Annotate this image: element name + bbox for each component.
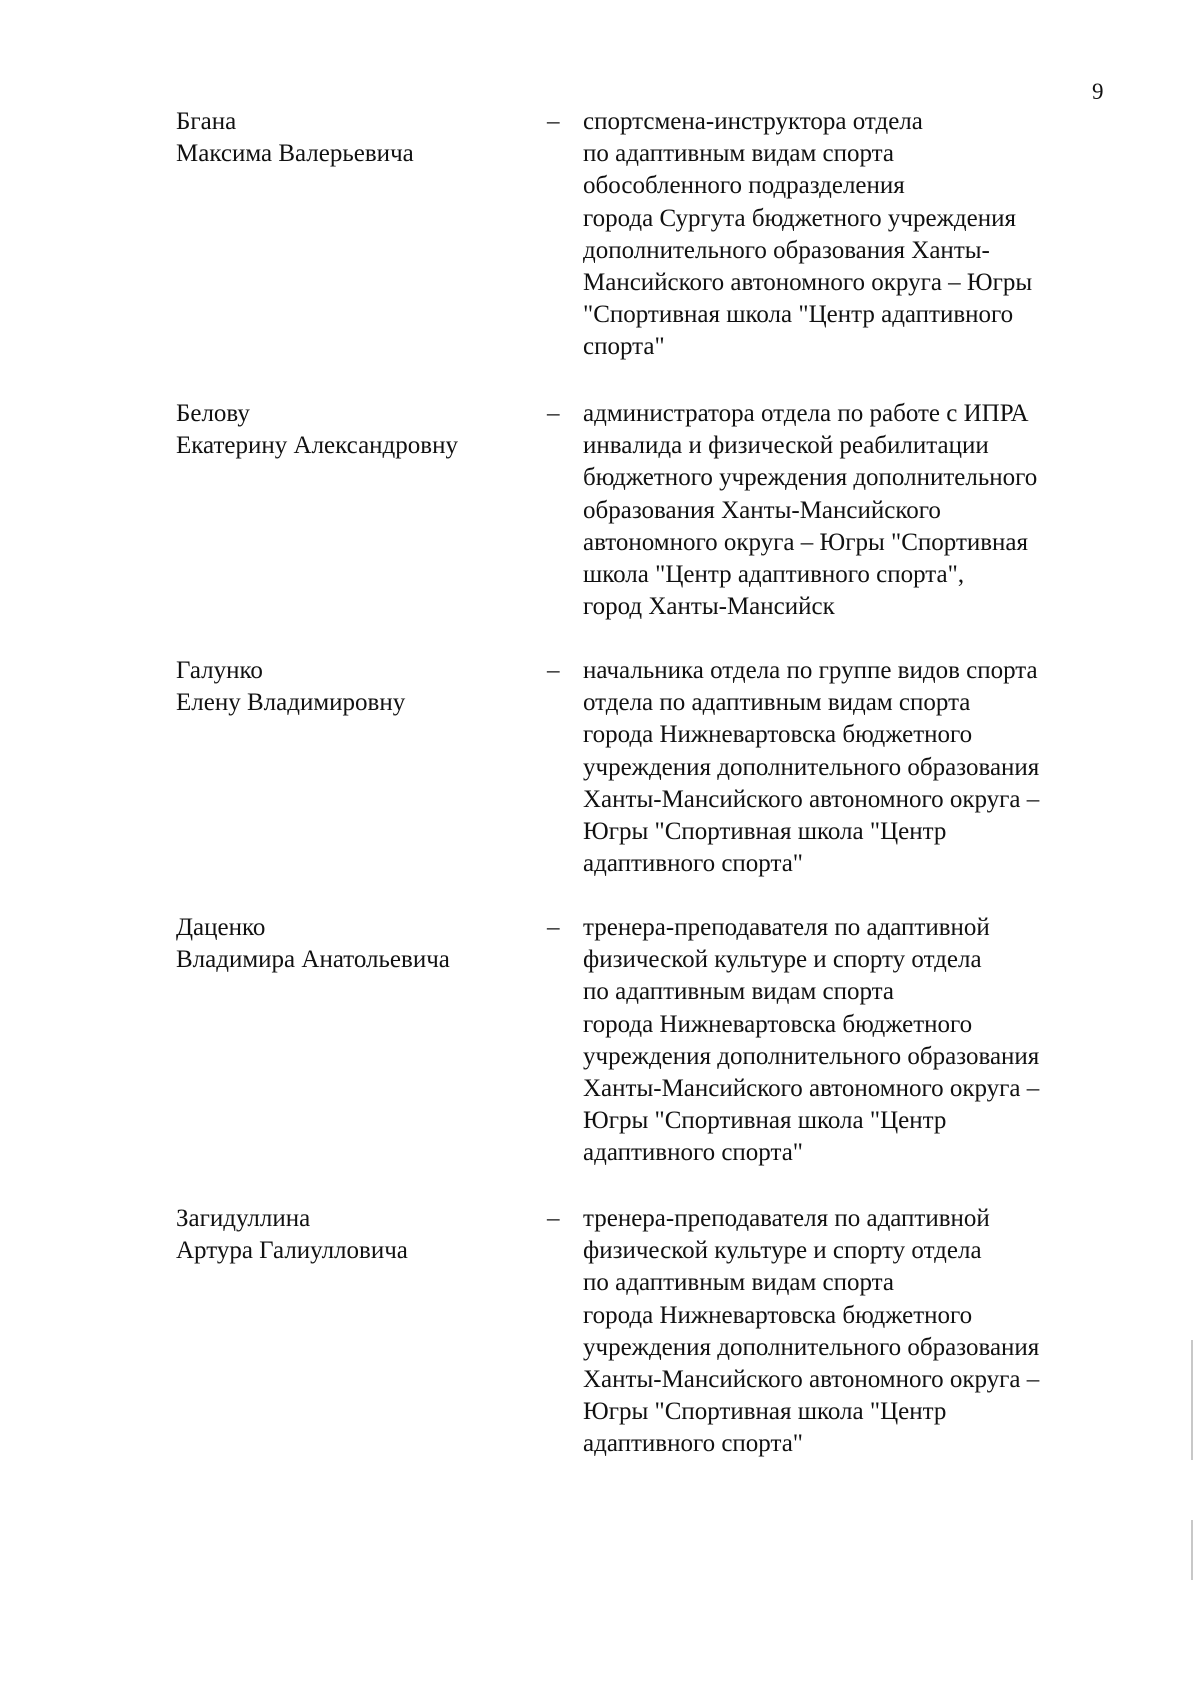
position-line: Мансийского автономного округа – Югры <box>583 269 1033 297</box>
position-line: бюджетного учреждения дополнительного <box>583 464 1038 492</box>
position-line: Югры "Спортивная школа "Центр <box>583 1398 947 1426</box>
position-line: "Спортивная школа "Центр адаптивного <box>583 301 1014 329</box>
person-surname: Бгана <box>176 108 237 135</box>
position-line: физической культуре и спорту отдела <box>583 1237 982 1265</box>
person-surname: Загидуллина <box>176 1205 311 1232</box>
person-name <box>176 106 536 170</box>
scan-edge-mark <box>1191 1520 1193 1580</box>
position-line: спортсмена-инструктора отдела <box>583 108 923 135</box>
person-given-names: Екатерину Александровну <box>176 432 458 459</box>
position-line: дополнительного образования Ханты- <box>583 236 990 264</box>
position-line: города Сургута бюджетного учреждения <box>583 204 1016 232</box>
separator-dash: – <box>547 400 560 427</box>
position-line: город Ханты-Мансийск <box>583 593 835 621</box>
position-line: автономного округа – Югры "Спортивная <box>583 528 1029 556</box>
person-given-names: Максима Валерьевича <box>176 140 414 167</box>
position-description <box>583 398 1103 623</box>
position-description <box>583 912 1103 1170</box>
position-line: Югры "Спортивная школа "Центр <box>583 1107 947 1135</box>
person-given-names: Артура Галиулловича <box>176 1237 408 1264</box>
person-surname: Галунко <box>176 657 263 684</box>
position-line: Ханты-Мансийского автономного округа – <box>583 785 1040 813</box>
person-surname: Даценко <box>176 914 266 941</box>
separator-dash: – <box>547 108 560 135</box>
page-number: 9 <box>1092 79 1104 104</box>
position-line: образования Ханты-Мансийского <box>583 496 941 524</box>
scan-edge-mark <box>1191 1340 1193 1460</box>
position-line: Ханты-Мансийского автономного округа – <box>583 1366 1040 1394</box>
position-line: начальника отдела по группе видов спорта <box>583 657 1038 684</box>
person-name <box>176 1203 536 1267</box>
position-line: учреждения дополнительного образования <box>583 753 1040 781</box>
position-line: тренера-преподавателя по адаптивной <box>583 914 990 941</box>
separator-dash: – <box>547 1205 560 1232</box>
person-name <box>176 655 536 719</box>
separator-dash: – <box>547 914 560 941</box>
position-line: Югры "Спортивная школа "Центр <box>583 818 947 846</box>
position-line: учреждения дополнительного образования <box>583 1042 1040 1070</box>
position-line: инвалида и физической реабилитации <box>583 432 989 460</box>
position-line: администратора отдела по работе с ИПРА <box>583 400 1029 427</box>
position-line: обособленного подразделения <box>583 172 905 200</box>
position-line: школа "Центр адаптивного спорта", <box>583 561 965 589</box>
position-line: адаптивного спорта" <box>583 850 804 878</box>
position-line: спорта" <box>583 333 665 361</box>
position-line: отдела по адаптивным видам спорта <box>583 689 971 717</box>
position-description <box>583 1203 1103 1461</box>
position-line: по адаптивным видам спорта <box>583 1269 894 1297</box>
position-line: Ханты-Мансийского автономного округа – <box>583 1075 1040 1103</box>
position-description <box>583 106 1103 364</box>
position-line: тренера-преподавателя по адаптивной <box>583 1205 990 1232</box>
person-given-names: Елену Владимировну <box>176 689 406 716</box>
position-line: по адаптивным видам спорта <box>583 978 894 1006</box>
person-name <box>176 912 536 976</box>
position-line: города Нижневартовска бюджетного <box>583 721 973 749</box>
position-line: города Нижневартовска бюджетного <box>583 1301 973 1329</box>
separator-dash: – <box>547 657 560 684</box>
position-line: по адаптивным видам спорта <box>583 140 894 168</box>
person-given-names: Владимира Анатольевича <box>176 946 450 973</box>
position-line: города Нижневартовска бюджетного <box>583 1010 973 1038</box>
position-line: адаптивного спорта" <box>583 1139 804 1167</box>
position-line: адаптивного спорта" <box>583 1430 804 1458</box>
position-line: учреждения дополнительного образования <box>583 1333 1040 1361</box>
position-line: физической культуре и спорту отдела <box>583 946 982 974</box>
position-description <box>583 655 1103 880</box>
person-name <box>176 398 536 462</box>
person-surname: Белову <box>176 400 250 427</box>
